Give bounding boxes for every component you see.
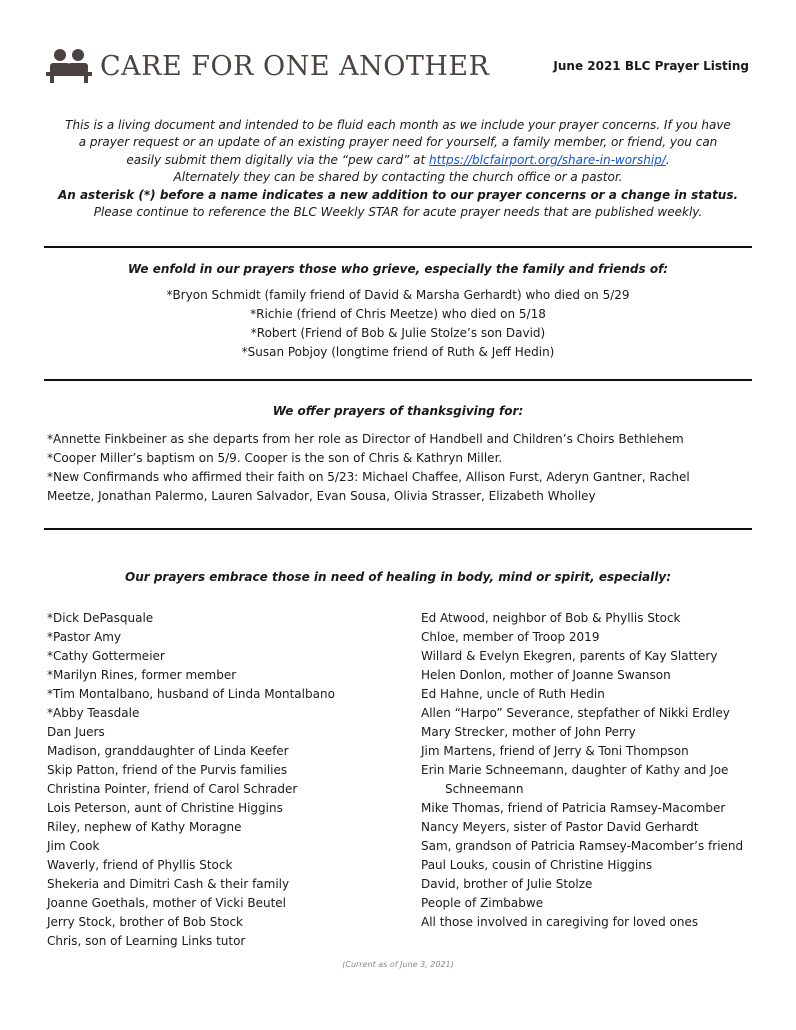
list-item: David, brother of Julie Stolze	[421, 877, 593, 891]
list-item: Jim Cook	[47, 839, 100, 853]
list-item: *Pastor Amy	[47, 630, 122, 644]
list-item: *Marilyn Rines, former member	[47, 668, 237, 682]
share-in-worship-link[interactable]: https://blcfairport.org/share-in-worship/	[429, 152, 666, 167]
list-item: *Tim Montalbano, husband of Linda Montalbano	[47, 687, 335, 701]
list-item: Chris, son of Learning Links tutor	[47, 934, 246, 948]
asterisk-note: An asterisk (*) before a name indicates a new addition to our prayer concerns or a change in status.	[57, 187, 739, 202]
healing-list-right	[421, 609, 761, 932]
footer-note: (Current as of June 3, 2021)	[342, 960, 454, 969]
logo	[44, 48, 489, 84]
intro	[44, 117, 752, 221]
thanks-list	[47, 430, 747, 506]
intro-line	[44, 152, 752, 169]
intro-text: .	[665, 152, 670, 167]
list-item: Lois Peterson, aunt of Christine Higgins	[47, 801, 283, 815]
divider	[44, 246, 752, 248]
list-item: Meetze, Jonathan Palermo, Lauren Salvador, Evan Sousa, Olivia Strasser, Elizabeth Wholley	[47, 489, 596, 503]
list-item: *Annette Finkbeiner as she departs from her role as Director of Handbell and Children’s Choirs Bethlehem	[47, 432, 684, 446]
intro-line: Please continue to reference the BLC Weekly STAR for acute prayer needs that are published weekly.	[93, 205, 703, 220]
grieve-heading: We enfold in our prayers those who grieve, especially the family and friends of:	[127, 262, 669, 276]
list-item: *Cathy Gottermeier	[47, 649, 165, 663]
list-item: *Abby Teasdale	[47, 706, 140, 720]
list-item: Helen Donlon, mother of Joanne Swanson	[421, 668, 671, 682]
list-item: Shekeria and Dimitri Cash & their family	[47, 877, 290, 891]
list-item: Joanne Goethals, mother of Vicki Beutel	[47, 896, 287, 910]
list-item: Skip Patton, friend of the Purvis families	[47, 763, 288, 777]
list-item: All those involved in caregiving for loved ones	[421, 915, 699, 929]
healing-heading: Our prayers embrace those in need of healing in body, mind or spirit, especially:	[125, 570, 671, 584]
list-item: Chloe, member of Troop 2019	[421, 630, 600, 644]
divider	[44, 379, 752, 381]
divider	[44, 528, 752, 530]
grieve-list	[44, 286, 752, 362]
list-item: *New Confirmands who affirmed their faith on 5/23: Michael Chaffee, Allison Furst, Aderyn Gantner, Rachel	[47, 470, 690, 484]
intro-line: a prayer request or an update of an existing prayer need for yourself, a family member, or friend, you can	[78, 135, 718, 150]
list-item: *Richie (friend of Chris Meetze) who died on 5/18	[250, 307, 546, 321]
list-item: Madison, granddaughter of Linda Keefer	[47, 744, 289, 758]
list-item: *Robert (Friend of Bob & Julie Stolze’s son David)	[250, 326, 546, 340]
logo-text: CARE FOR ONE ANOTHER	[100, 50, 490, 82]
list-item: People of Zimbabwe	[421, 896, 544, 910]
intro-line: Alternately they can be shared by contacting the church office or a pastor.	[173, 170, 623, 185]
list-item: *Dick DePasquale	[47, 611, 154, 625]
list-item: Willard & Evelyn Ekegren, parents of Kay Slattery	[421, 649, 718, 663]
list-item: Waverly, friend of Phyllis Stock	[47, 858, 233, 872]
intro-text: easily submit them digitally via the “pew card” at	[126, 152, 430, 167]
list-item: Ed Atwood, neighbor of Bob & Phyllis Stock	[421, 611, 681, 625]
list-item: Ed Hahne, uncle of Ruth Hedin	[421, 687, 605, 701]
list-item: *Susan Pobjoy (longtime friend of Ruth & Jeff Hedin)	[241, 345, 555, 359]
list-item: Christina Pointer, friend of Carol Schrader	[47, 782, 298, 796]
intro-line: This is a living document and intended to be fluid each month as we include your prayer concerns. If you have	[65, 118, 731, 132]
list-item: Jerry Stock, brother of Bob Stock	[47, 915, 244, 929]
list-item: Jim Martens, friend of Jerry & Toni Thompson	[421, 744, 689, 758]
list-item: Erin Marie Schneemann, daughter of Kathy and Joe Schneemann	[421, 763, 729, 796]
list-item: Mike Thomas, friend of Patricia Ramsey-Macomber	[421, 801, 726, 815]
list-item: *Bryon Schmidt (family friend of David & Marsha Gerhardt) who died on 5/29	[166, 288, 630, 302]
thanks-heading: We offer prayers of thanksgiving for:	[272, 404, 524, 418]
two-people-icon	[44, 48, 94, 84]
list-item: Dan Juers	[47, 725, 105, 739]
healing-list-left	[47, 609, 407, 951]
list-item: Paul Louks, cousin of Christine Higgins	[421, 858, 653, 872]
list-item: *Cooper Miller’s baptism on 5/9. Cooper is the son of Chris & Kathryn Miller.	[47, 451, 503, 465]
listing-title: June 2021 BLC Prayer Listing	[553, 59, 749, 73]
list-item: Allen “Harpo” Severance, stepfather of Nikki Erdley	[421, 706, 730, 720]
list-item: Riley, nephew of Kathy Moragne	[47, 820, 242, 834]
list-item: Mary Strecker, mother of John Perry	[421, 725, 636, 739]
list-item: Nancy Meyers, sister of Pastor David Gerhardt	[421, 820, 699, 834]
list-item: Sam, grandson of Patricia Ramsey-Macomber’s friend	[421, 839, 744, 853]
